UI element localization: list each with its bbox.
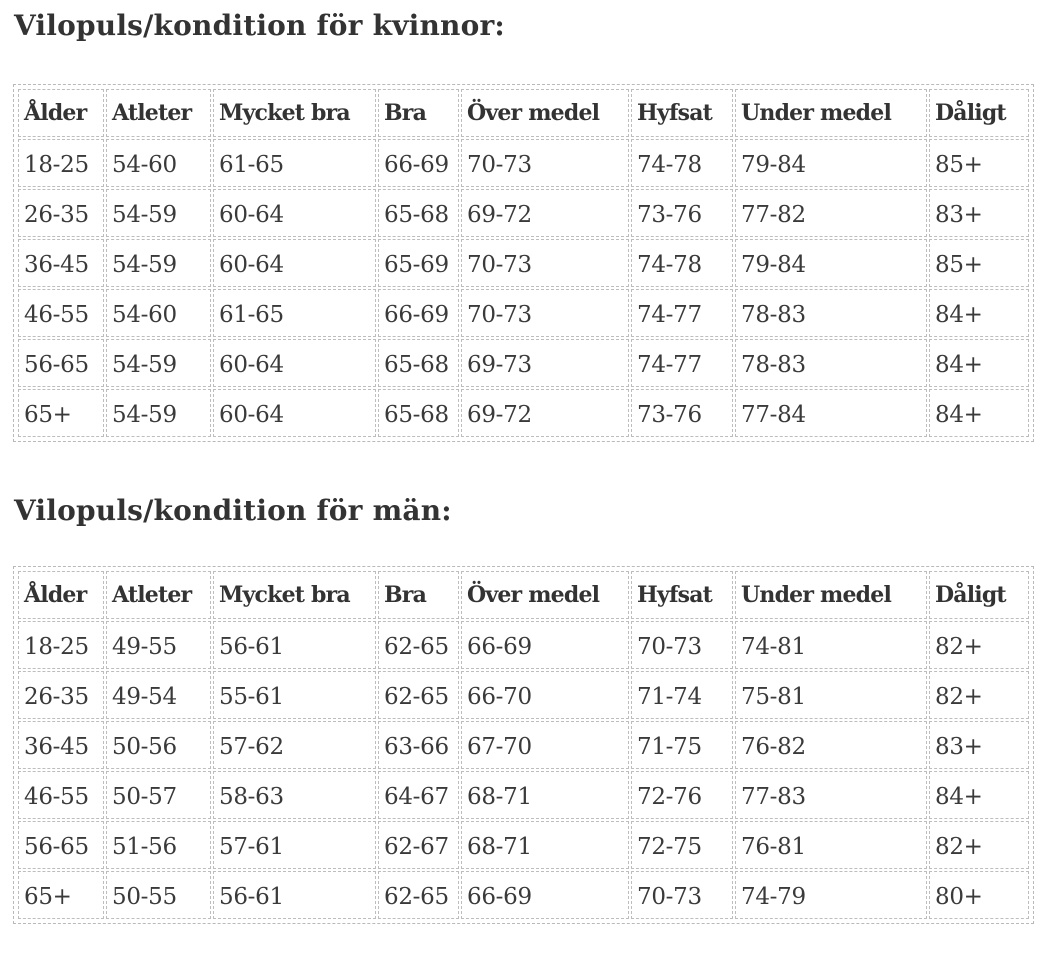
table-cell: 54-59	[106, 339, 211, 387]
table-cell: 79-84	[735, 239, 927, 287]
table-cell: 65-68	[378, 339, 459, 387]
column-header: Bra	[378, 89, 459, 137]
table-cell: 61-65	[213, 289, 376, 337]
table-cell: 62-65	[378, 671, 459, 719]
table-cell: 74-78	[631, 139, 733, 187]
age-cell: 26-35	[18, 189, 104, 237]
table-cell: 57-62	[213, 721, 376, 769]
table-cell: 70-73	[631, 871, 733, 919]
table-cell: 69-73	[461, 339, 629, 387]
table-cell: 56-61	[213, 621, 376, 669]
column-header: Mycket bra	[213, 89, 376, 137]
column-header: Över medel	[461, 89, 629, 137]
table-cell: 63-66	[378, 721, 459, 769]
age-cell: 36-45	[18, 721, 104, 769]
column-header: Bra	[378, 571, 459, 619]
table-cell: 74-77	[631, 289, 733, 337]
age-cell: 65+	[18, 871, 104, 919]
table-cell: 60-64	[213, 339, 376, 387]
table-cell: 65-68	[378, 189, 459, 237]
table-cell: 82+	[929, 671, 1029, 719]
column-header: Under medel	[735, 571, 927, 619]
table-row	[18, 289, 1029, 337]
age-cell: 18-25	[18, 139, 104, 187]
column-header: Hyfsat	[631, 571, 733, 619]
table-cell: 72-76	[631, 771, 733, 819]
table-cell: 56-61	[213, 871, 376, 919]
table-cell: 85+	[929, 239, 1029, 287]
table-cell: 51-56	[106, 821, 211, 869]
women-section-title: Vilopuls/kondition för kvinnor:	[14, 9, 505, 42]
table-cell: 80+	[929, 871, 1029, 919]
column-header: Ålder	[18, 89, 104, 137]
table-cell: 78-83	[735, 289, 927, 337]
table-cell: 57-61	[213, 821, 376, 869]
header-row	[18, 89, 1029, 137]
table-cell: 74-77	[631, 339, 733, 387]
table-row	[18, 621, 1029, 669]
age-cell: 26-35	[18, 671, 104, 719]
age-cell: 65+	[18, 389, 104, 437]
table-cell: 66-69	[461, 871, 629, 919]
table-cell: 50-56	[106, 721, 211, 769]
table-cell: 84+	[929, 339, 1029, 387]
age-cell: 18-25	[18, 621, 104, 669]
table-row	[18, 239, 1029, 287]
table-row	[18, 871, 1029, 919]
table-cell: 60-64	[213, 189, 376, 237]
table-cell: 68-71	[461, 771, 629, 819]
table-cell: 73-76	[631, 389, 733, 437]
table-cell: 82+	[929, 821, 1029, 869]
table-cell: 70-73	[631, 621, 733, 669]
age-cell: 56-65	[18, 339, 104, 387]
table-cell: 66-70	[461, 671, 629, 719]
column-header: Atleter	[106, 571, 211, 619]
table-cell: 61-65	[213, 139, 376, 187]
table-cell: 77-82	[735, 189, 927, 237]
header-row	[18, 571, 1029, 619]
table-cell: 84+	[929, 389, 1029, 437]
table-cell: 54-60	[106, 139, 211, 187]
table-cell: 66-69	[378, 139, 459, 187]
table-cell: 65-68	[378, 389, 459, 437]
men-pulse-table	[16, 569, 1031, 921]
table-cell: 54-59	[106, 389, 211, 437]
table-cell: 68-71	[461, 821, 629, 869]
table-cell: 71-74	[631, 671, 733, 719]
table-cell: 65-69	[378, 239, 459, 287]
table-cell: 66-69	[461, 621, 629, 669]
table-row	[18, 721, 1029, 769]
table-cell: 76-81	[735, 821, 927, 869]
table-cell: 58-63	[213, 771, 376, 819]
table-cell: 62-65	[378, 621, 459, 669]
women-pulse-table-container	[13, 84, 1034, 442]
table-cell: 84+	[929, 289, 1029, 337]
table-row	[18, 389, 1029, 437]
table-cell: 54-59	[106, 239, 211, 287]
table-cell: 74-79	[735, 871, 927, 919]
table-row	[18, 339, 1029, 387]
table-cell: 84+	[929, 771, 1029, 819]
table-cell: 50-57	[106, 771, 211, 819]
table-cell: 78-83	[735, 339, 927, 387]
table-row	[18, 189, 1029, 237]
column-header: Mycket bra	[213, 571, 376, 619]
table-cell: 54-60	[106, 289, 211, 337]
table-cell: 50-55	[106, 871, 211, 919]
table-cell: 77-83	[735, 771, 927, 819]
men-pulse-table-container	[13, 566, 1034, 924]
table-row	[18, 139, 1029, 187]
column-header: Över medel	[461, 571, 629, 619]
column-header: Hyfsat	[631, 89, 733, 137]
table-cell: 72-75	[631, 821, 733, 869]
table-cell: 82+	[929, 621, 1029, 669]
table-cell: 74-81	[735, 621, 927, 669]
table-cell: 64-67	[378, 771, 459, 819]
table-row	[18, 821, 1029, 869]
table-cell: 70-73	[461, 239, 629, 287]
table-cell: 55-61	[213, 671, 376, 719]
table-cell: 83+	[929, 721, 1029, 769]
table-cell: 60-64	[213, 389, 376, 437]
table-cell: 62-65	[378, 871, 459, 919]
table-cell: 77-84	[735, 389, 927, 437]
column-header: Ålder	[18, 571, 104, 619]
table-cell: 85+	[929, 139, 1029, 187]
age-cell: 36-45	[18, 239, 104, 287]
age-cell: 56-65	[18, 821, 104, 869]
table-cell: 49-54	[106, 671, 211, 719]
table-cell: 66-69	[378, 289, 459, 337]
column-header: Under medel	[735, 89, 927, 137]
men-section-title: Vilopuls/kondition för män:	[14, 494, 452, 527]
table-cell: 70-73	[461, 139, 629, 187]
table-cell: 67-70	[461, 721, 629, 769]
table-cell: 79-84	[735, 139, 927, 187]
table-cell: 49-55	[106, 621, 211, 669]
table-row	[18, 671, 1029, 719]
column-header: Dåligt	[929, 89, 1029, 137]
table-cell: 75-81	[735, 671, 927, 719]
age-cell: 46-55	[18, 289, 104, 337]
table-row	[18, 771, 1029, 819]
column-header: Dåligt	[929, 571, 1029, 619]
table-cell: 74-78	[631, 239, 733, 287]
table-cell: 76-82	[735, 721, 927, 769]
age-cell: 46-55	[18, 771, 104, 819]
table-cell: 60-64	[213, 239, 376, 287]
table-cell: 70-73	[461, 289, 629, 337]
table-cell: 62-67	[378, 821, 459, 869]
table-cell: 71-75	[631, 721, 733, 769]
women-pulse-table	[16, 87, 1031, 439]
table-cell: 54-59	[106, 189, 211, 237]
table-cell: 69-72	[461, 389, 629, 437]
table-cell: 83+	[929, 189, 1029, 237]
table-cell: 73-76	[631, 189, 733, 237]
column-header: Atleter	[106, 89, 211, 137]
table-cell: 69-72	[461, 189, 629, 237]
